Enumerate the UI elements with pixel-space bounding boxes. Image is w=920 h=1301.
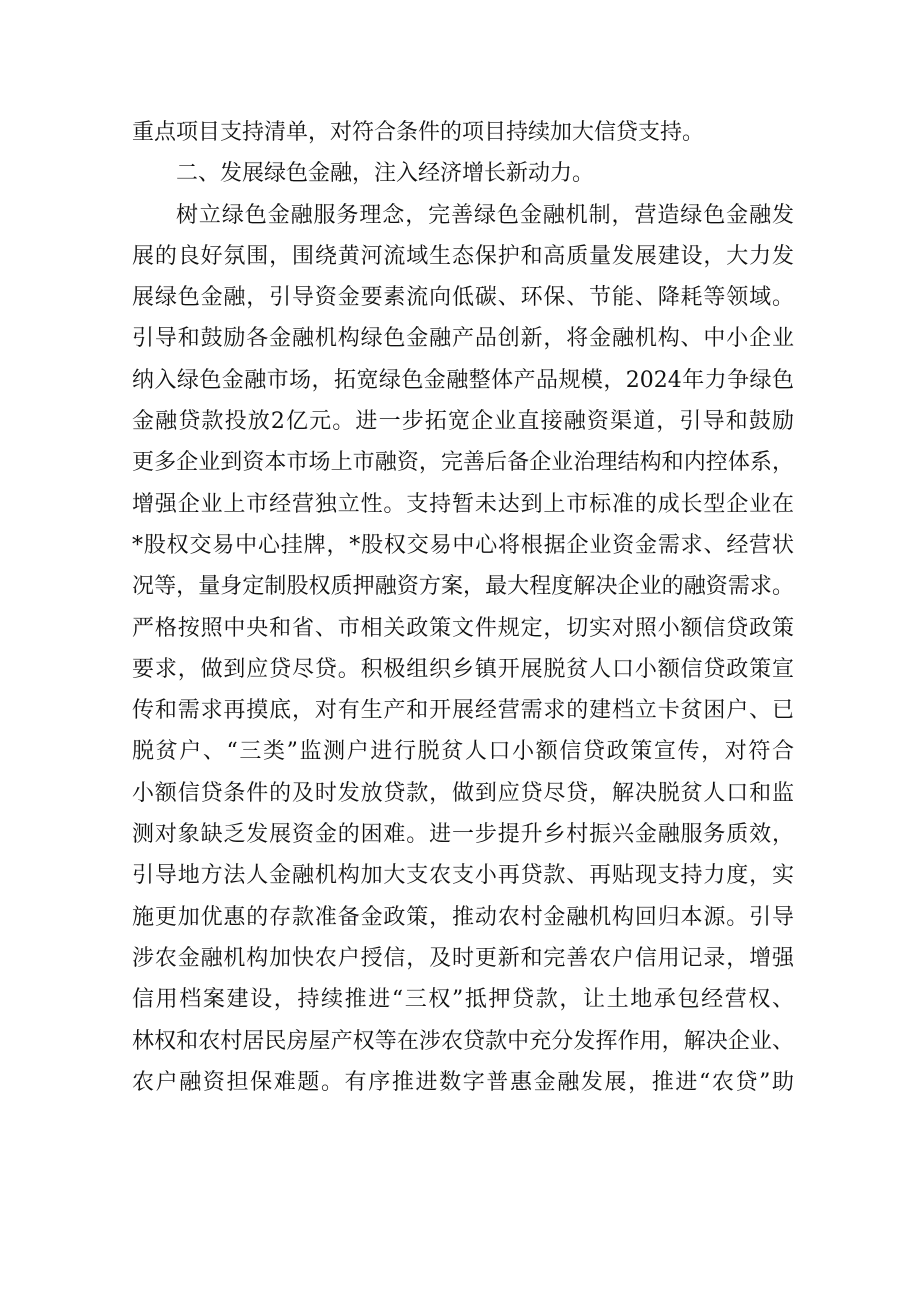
body-line: 展绿色金融，引导资金要素流向低碳、环保、节能、降耗等领域。: [132, 285, 794, 311]
body-line: 引导和鼓励各金融机构绿色金融产品创新，将金融机构、中小企业: [132, 326, 794, 352]
body-line: 况等，量身定制股权质押融资方案，最大程度解决企业的融资需求。: [132, 574, 794, 600]
body-line: 脱贫户、“三类”监测户进行脱贫人口小额信贷政策宣传，对符合: [132, 739, 794, 765]
body-line: 涉农金融机构加快农户授信，及时更新和完善农户信用记录，增强: [132, 945, 794, 971]
body-line: 施更加优惠的存款准备金政策，推动农村金融机构回归本源。引导: [132, 904, 794, 930]
body-line: 更多企业到资本市场上市融资，完善后备企业治理结构和内控体系，: [132, 450, 794, 476]
body-line: 展的良好氛围，围绕黄河流域生态保护和高质量发展建设，大力发: [132, 243, 794, 269]
body-line: 严格按照中央和省、市相关政策文件规定，切实对照小额信贷政策: [132, 615, 794, 641]
body-line: 树立绿色金融服务理念，完善绿色金融机制，营造绿色金融发: [176, 202, 794, 228]
body-line: 农户融资担保难题。有序推进数字普惠金融发展，推进“农贷”助: [132, 1069, 794, 1095]
body-line: *股权交易中心挂牌，*股权交易中心将根据企业资金需求、经营状: [132, 532, 794, 558]
body-line: 信用档案建设，持续推进“三权”抵押贷款，让土地承包经营权、: [132, 987, 794, 1013]
body-line: 重点项目支持清单，对符合条件的项目持续加大信贷支持。: [132, 120, 705, 145]
section-heading: 二、发展绿色金融，注入经济增长新动力。: [176, 161, 595, 187]
body-line: 要求，做到应贷尽贷。积极组织乡镇开展脱贫人口小额信贷政策宣: [132, 656, 794, 682]
body-line: 纳入绿色金融市场，拓宽绿色金融整体产品规模，2024年力争绿色: [132, 367, 794, 393]
document-body: [132, 112, 794, 1103]
body-line: 传和需求再摸底，对有生产和开展经营需求的建档立卡贫困户、已: [132, 698, 794, 724]
body-line: 金融贷款投放2亿元。进一步拓宽企业直接融资渠道，引导和鼓励: [132, 409, 794, 435]
body-line: 引导地方法人金融机构加大支农支小再贷款、再贴现支持力度，实: [132, 863, 794, 889]
body-line: 测对象缺乏发展资金的困难。进一步提升乡村振兴金融服务质效，: [132, 822, 794, 848]
body-line: 增强企业上市经营独立性。支持暂未达到上市标准的成长型企业在: [132, 491, 794, 517]
body-line: 林权和农村居民房屋产权等在涉农贷款中充分发挥作用，解决企业、: [132, 1028, 794, 1054]
body-line: 小额信贷条件的及时发放贷款，做到应贷尽贷，解决脱贫人口和监: [132, 780, 794, 806]
